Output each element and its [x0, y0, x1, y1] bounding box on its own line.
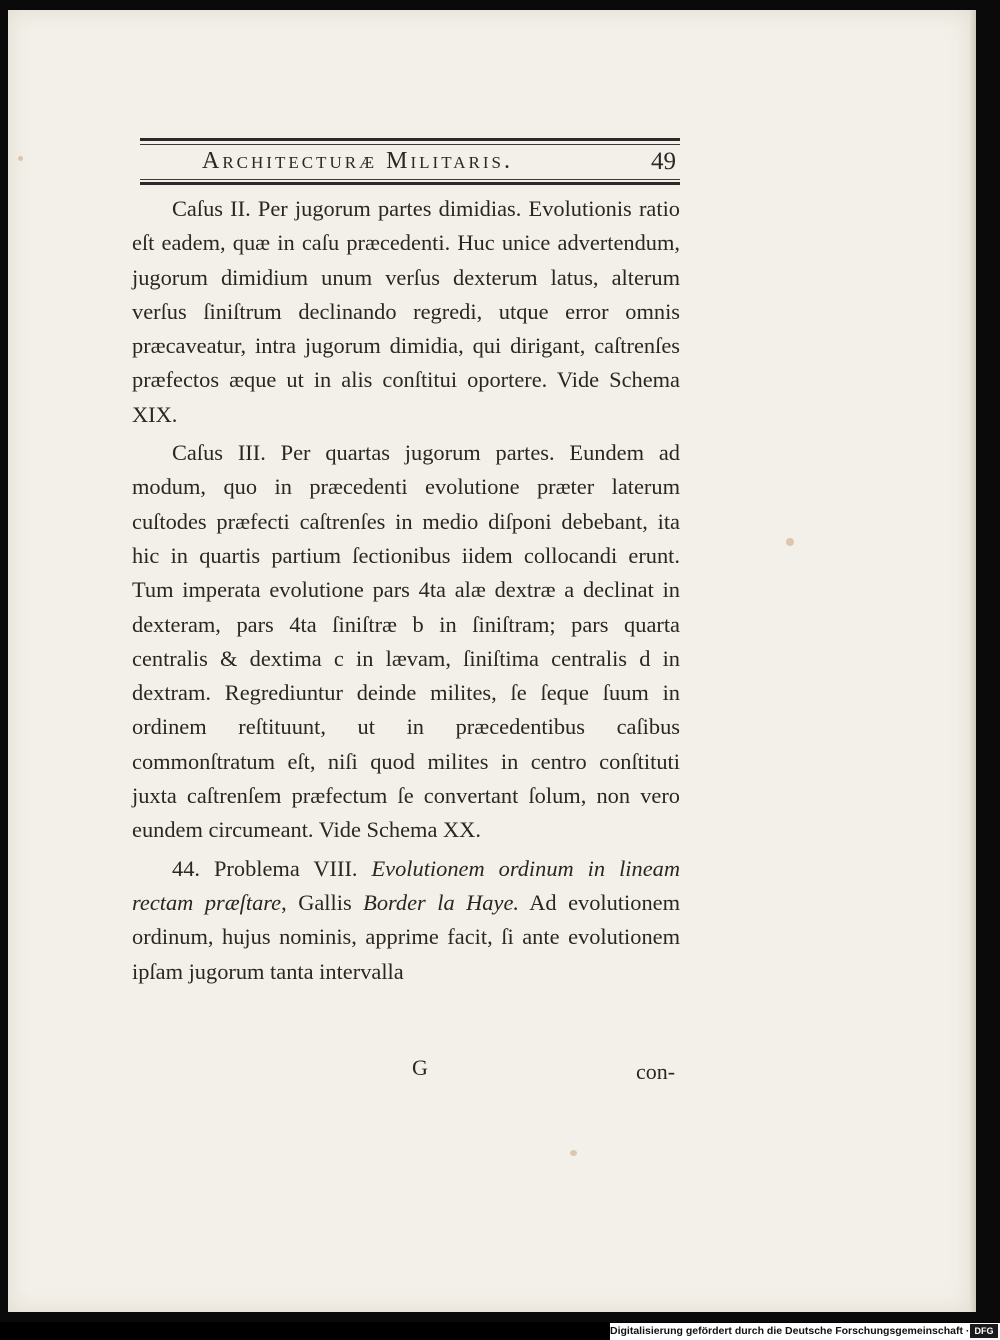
catchword: con-	[636, 1059, 676, 1084]
text-segment: , Gallis	[281, 889, 364, 915]
foxing-spot	[570, 1150, 577, 1156]
header-rule-top-thin	[140, 144, 680, 145]
running-title: Architecturæ Militaris.	[202, 148, 513, 174]
paragraph	[132, 192, 680, 432]
paragraph	[132, 852, 680, 989]
body-text	[132, 192, 680, 989]
dfg-logo: DFG	[970, 1324, 998, 1338]
header-rule-bottom	[140, 182, 680, 185]
italic-text: Evolutionem ordinum in lineam rectam præſtare	[132, 855, 681, 915]
paragraph	[132, 436, 680, 848]
running-header	[140, 138, 680, 188]
foxing-spot	[18, 156, 23, 161]
header-rule-top	[140, 138, 680, 141]
italic-text: Border la Haye.	[363, 889, 519, 915]
foxing-spot	[786, 538, 794, 546]
footer-credit-text: Digitalisierung gefördert durch die Deutsche Forschungsgemeinschaft ·	[610, 1325, 970, 1337]
text-segment: Caſus III. Per quartas jugorum partes. Eundem ad modum, quo in præcedenti evolutione præter laterum cuſtodes præfecti caſtrenſes in medio diſponi debebant, ita hic in quartis partium ſectionibus iidem collocandi erunt. Tum imperata evolutione pars 4ta alæ dextræ a declinat in dexteram, pars 4ta ſiniſtræ b in ſiniſtram; pars quarta centralis & dextima c in lævam, ſiniſtima centralis d in dextram. Regrediuntur deinde milites, ſe ſeque ſuum in ordinem reſtituunt, ut in præcedentibus caſibus commonſtratum eſt, niſi quod milites in centro conſtituti juxta caſtrenſem præfectum ſe convertant ſolum, non vero eundem circumeant. Vide Schema XX.	[132, 440, 680, 843]
text-segment: Caſus II. Per jugorum partes dimidias. Evolutionis ratio eſt eadem, quæ in caſu præcedenti. Huc unice advertendum, jugorum dimidium unum verſus dexterum latus, alterum verſus ſiniſtrum declinando regredi, utque error omnis præcaveatur, intra jugorum dimidia, qui dirigant, caſtrenſes præfectos æque ut in alis conſtitui oportere. Vide Schema XIX.	[132, 196, 680, 427]
page-edge	[970, 10, 976, 1312]
page-number: 49	[651, 148, 676, 175]
footer-credit-bar	[610, 1323, 1000, 1340]
text-segment: 44. Problema VIII.	[172, 855, 372, 881]
signature-mark: G	[412, 1055, 428, 1080]
text-segment: Ad evolutionem ordinum, hujus nominis, apprime facit, ſi ante evolutionem ipſam jugorum tanta intervalla	[132, 889, 680, 984]
header-rule-bottom-thin	[140, 179, 680, 180]
